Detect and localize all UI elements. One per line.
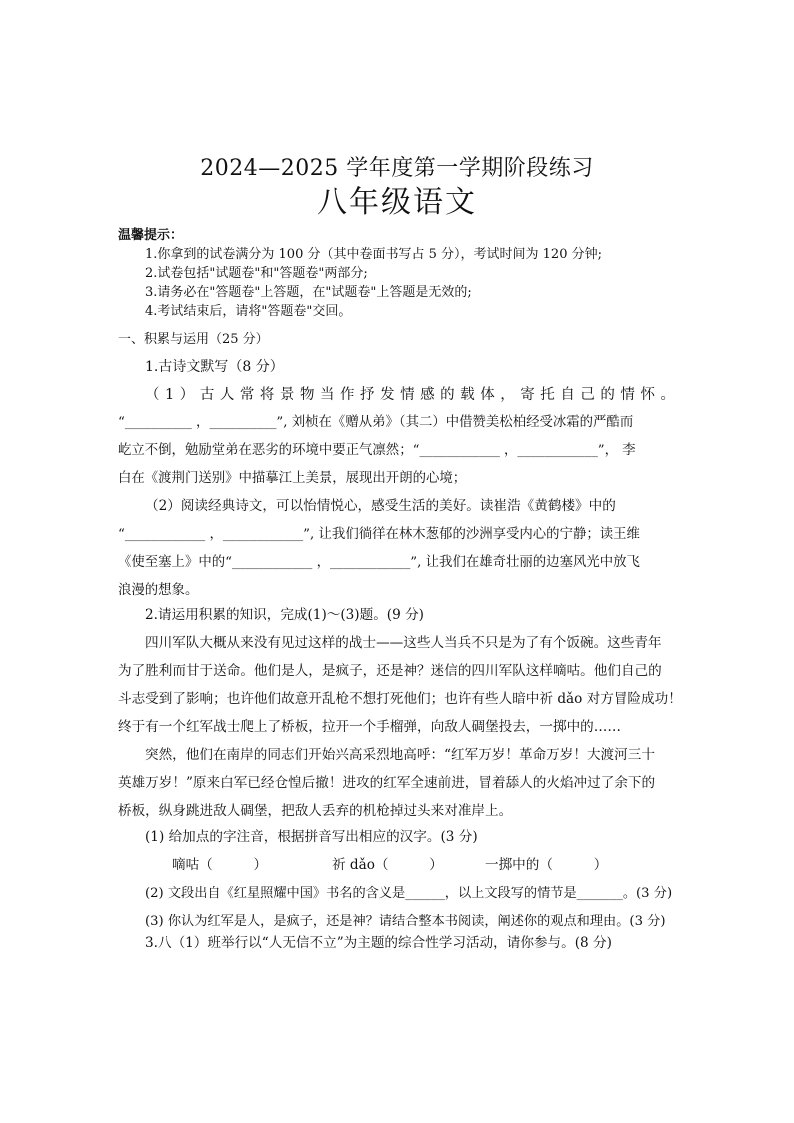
exam-title: 2024—2025 学年度第一学期阶段练习 (200, 156, 594, 181)
passage-line: 四川军队大概从来没有见过这样的战士——这些人当兵不只是为了有个饭碗。这些青年 (145, 635, 662, 651)
passage-line: 桥板，纵身跳进敌人碉堡，把敌人丢弃的机枪掉过头来对准岸上。 (118, 803, 513, 819)
passage-line: 终于有一个红军战士爬上了桥板，拉开一个手榴弹，向敌人碉堡投去，一掷中的…… (118, 719, 621, 735)
question-1-title: 1.古诗文默写（8 分） (145, 359, 284, 375)
section-heading: 一、积累与运用（25 分） (118, 332, 269, 347)
passage-line: 斗志受到了影响；也许他们故意开乱枪不想打死他们；也许有些人暗中祈 dǎo 对方冒险成功！ (118, 691, 682, 707)
pinyin-blank: 祈 dǎo（ ） (332, 857, 443, 873)
notice-item: 1.你拿到的试卷满分为 100 分（其中卷面书写占 5 分），考试时间为 120 分钟; (145, 247, 602, 262)
question-3-title: 3.八（1）班举行以“人无信不立”为主题的综合性学习活动，请你参与。(8 分) (145, 935, 612, 951)
q1-text-line: （2）阅读经典诗文，可以怡情悦心，感受生活的美好。读崔浩《黄鹤楼》中的 (145, 498, 616, 514)
q1-text-line: “__________ ，__________”, 刘桢在《赠从弟》（其二）中借赞美松柏经受冰霜的严酷而 (118, 415, 634, 430)
sub-question-2: (2) 文段出自《红星照耀中国》书名的含义是______，以上文段写的情节是_______。(3 分) (145, 886, 673, 901)
q1-text-line: 白在《渡荆门送别》中描摹江上美景，展现出开朗的心境； (118, 471, 467, 486)
notice-heading: 温馨提示： (118, 228, 184, 243)
q1-text-line: “____________ ，____________”, 让我们徜徉在林木葱郁的沙洲享受内心的宁静；读王维 (118, 527, 640, 542)
sub-question-1: (1) 给加点的字注音，根据拼音写出相应的汉字。(3 分) (145, 829, 478, 845)
notice-item: 3.请务必在"答题卷"上答题，在"试题卷"上答题是无效的; (145, 285, 472, 300)
passage-line: 英雄万岁！”原来白军已经仓惶后撤！进攻的红军全速前进，冒着舔人的火焰冲过了余下的 (118, 775, 656, 791)
passage-line: 突然，他们在南岸的同志们开始兴高采烈地高呼：“红军万岁！革命万岁！大渡河三十 (145, 747, 655, 763)
q1-text-line: 《使至塞上》中的“____________ ，____________”, 让我们在雄奇壮丽的边塞风光中放飞 (118, 555, 640, 570)
q1-text-line: 屹立不倒，勉励堂弟在恶劣的环境中要正气凛然；“____________ ，____________”， 李 (118, 443, 636, 458)
sub-question-3: (3) 你认为红军是人，是疯子，还是神？请结合整本书阅读，阐述你的观点和理由。(3 分) (145, 914, 666, 929)
q1-text-line: （1）古人常将景物当作抒发情感的载体，寄托自己的情怀。 (145, 387, 675, 403)
q1-text-line: 浪漫的想象。 (118, 583, 199, 598)
pinyin-blank: 一掷中的（ ） (485, 857, 608, 873)
passage-line: 为了胜利而甘于送命。他们是人，是疯子，还是神？迷信的四川军队这样嘀咕。他们自己的 (118, 663, 662, 679)
exam-subtitle: 八年级语文 (317, 185, 477, 220)
notice-item: 4.考试结束后，请将"答题卷"交回。 (145, 304, 352, 319)
pinyin-blank: 嘀咕（ ） (172, 857, 268, 873)
question-2-title: 2.请运用积累的知识，完成(1)～(3)题。(9 分) (145, 607, 424, 623)
notice-item: 2.试卷包括"试题卷"和"答题卷"两部分; (145, 266, 368, 281)
